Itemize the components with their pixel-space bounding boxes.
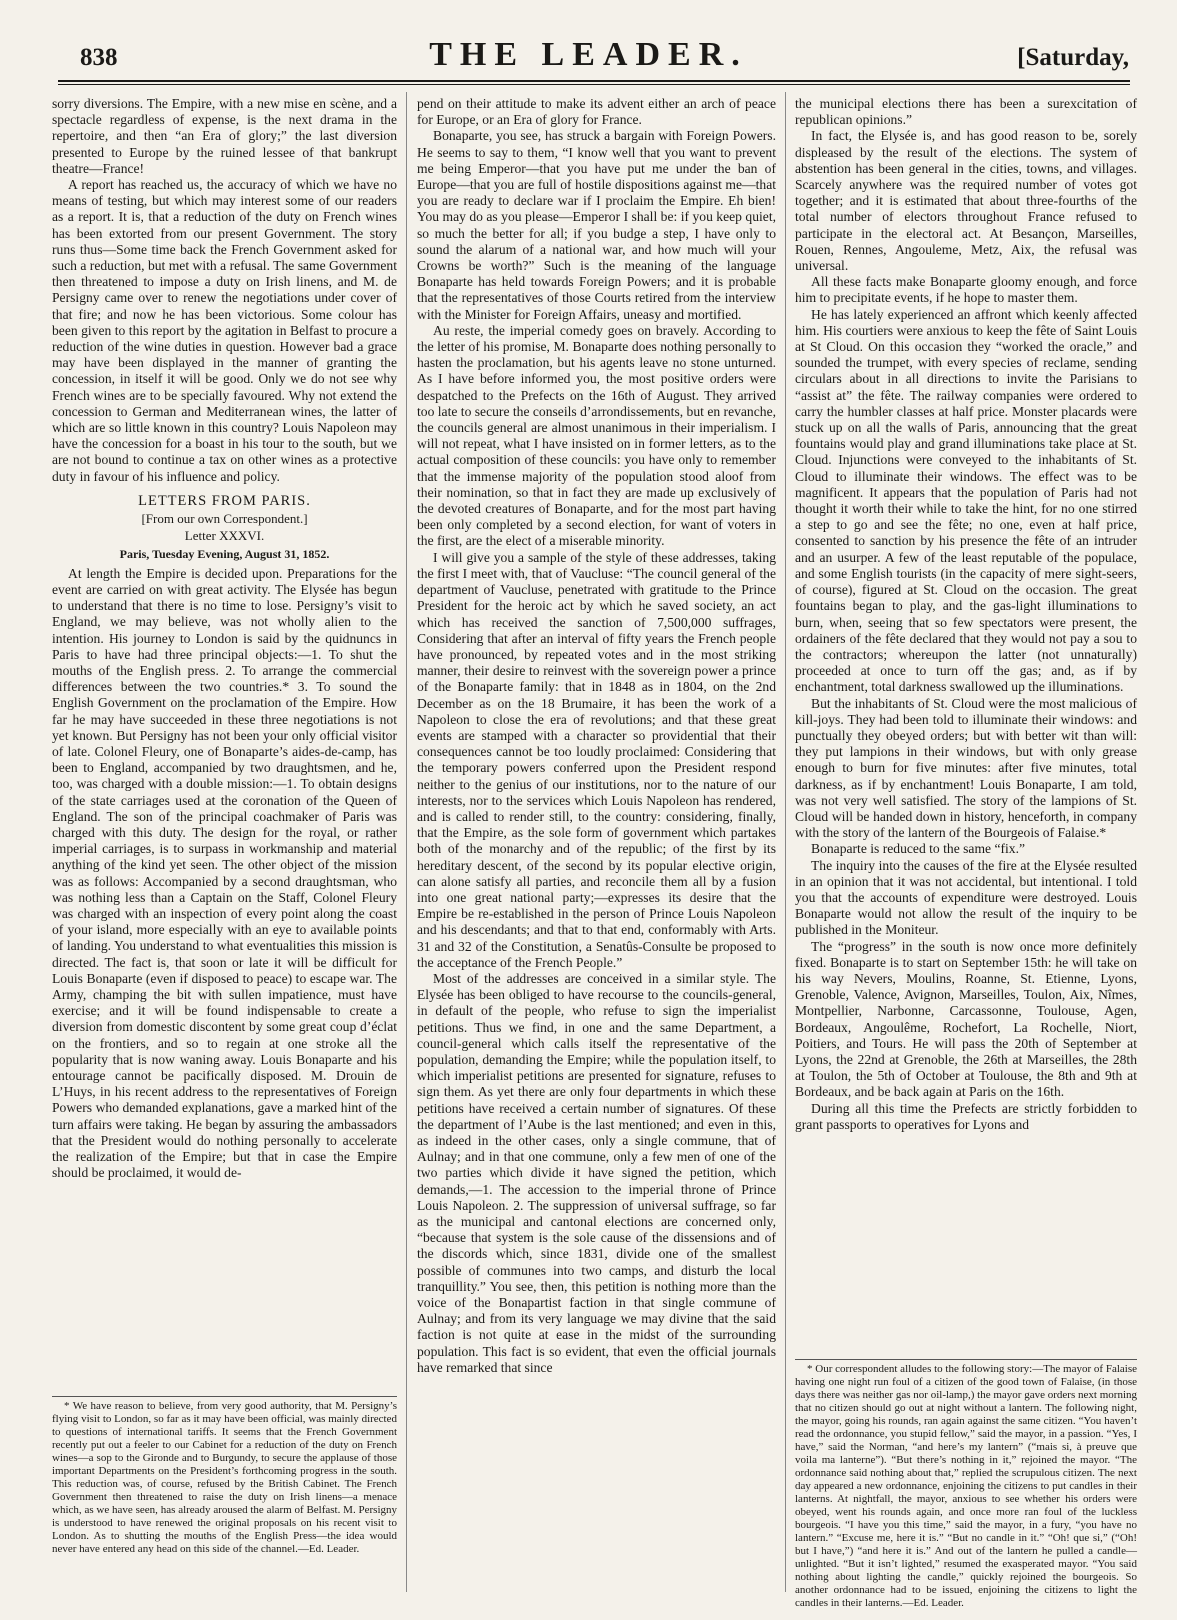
column-divider	[406, 92, 407, 1592]
paragraph: All these facts make Bonaparte gloomy enough, and force him to precipitate events, if he hope to master them.	[795, 274, 1137, 306]
paragraph: The inquiry into the causes of the fire at the Elysée resulted in an opinion that it was not accidental, but intentional. I told you that the accounts of expenditure were destroyed. Louis Bonaparte would not allow the result of the inquiry to be published in the Moniteur.	[795, 857, 1137, 938]
page-header	[0, 0, 1177, 96]
column-divider	[785, 92, 786, 1592]
footnote	[52, 1400, 397, 1556]
paragraph: I will give you a sample of the style of these addresses, taking the first I meet with, that of Vaucluse: “The council general of the department of Vaucluse, penetrated with gratitude to the Prince President for the heroic act by which he saved society, an act which has received the sanction of 7,500,000 suffrages, Considering that after an interval of fifty years the French people have pronounced, by repeated votes and in the most striking manner, their desire to reinvest with the sovereign power a prince of the Bonaparte family: that in 1848 as in 1804, on the 2nd December as on the 18 Brumaire, it has been the work of a Napoleon to close the era of revolutions; and that these great events are stamped with a character so providential that their consequences cannot be too loudly proclaimed: Considering that the temporary powers conferred upon the President respond neither to the genius of our institutions, nor to the nature of our interests, nor to the services which Louis Napoleon has rendered, and is called to render still, to the country: considering, finally, that the Empire, as the sole form of government which partakes both of the monarchy and of the republic; of the first by its hereditary descent, of the second by its popular elective origin, can alone satisfy all parties, and reconcile them all by a fusion into one great national party;—expresses its desire that the Empire be re-established in the person of Prince Louis Napoleon and his descendants; and that to that end, conformably with Arts. 31 and 32 of the Constitution, a Senatûs-Consulte be proposed to the acceptance of the French People.”	[417, 549, 776, 970]
letter-number: Letter XXXVI.	[184, 528, 265, 544]
paragraph: the municipal elections there has been a surexcitation of republican opinions.”	[795, 96, 1137, 128]
paragraph: The “progress” in the south is now once more definitely fixed. Bonaparte is to start on September 15th: he will take on his way Nevers, Moulins, Roanne, St. Etienne, Lyons, Grenoble, Valence, Avignon, Marseilles, Toulon, Aix, Nîmes, Montpellier, Narbonne, Carcassonne, Toulouse, Agen, Bordeaux, Angoulême, Rochefort, La Rochelle, Niort, Poitiers, and Tours. He will pass the 20th of September at Lyons, the 22nd at Grenoble, the 26th at Marseilles, the 28th at Toulon, the 5th of October at Toulouse, the 8th and 9th at Bordeaux, and be back again at Paris on the 16th.	[795, 938, 1137, 1100]
footnote-text: * Our correspondent alludes to the following story:—The mayor of Falaise having one night run foul of a citizen of the good town of Falaise, (in those days there was neither gas nor oil-lamp,) the mayor gave orders next morning that no citizen should go out at night without a lantern. The following night, the mayor, going his rounds, ran again against the same citizen. “You haven’t read the ordonnance, you stupid fellow,” said the mayor, in a passion. “Yes, I have,” said the Norman, “and here’s my lantern” (“mais si, à preuve que voila ma lanterne”). “But there’s nothing in it,” rejoined the mayor. “The ordonnance said nothing about that,” replied the scrupulous citizen. The next day appeared a new ordonnance, enjoining the citizens to put candles in their lanterns. At nightfall, the mayor, anxious to see whether his orders were obeyed, went his rounds again, and once more ran foul of the luckless bourgeois. “I have you this time,” said the mayor, in a fury, “you have no lantern.” “Excuse me, here it is.” “But no candle in it.” “Oh! que si,” (“Oh! but I have,”) “and here it is.” And out of the lantern he pulled a candle—unlighted. “But it isn’t lighted,” resumed the exasperated mayor. “You said nothing about lighting the candle,” quickly rejoined the bourgeois. So another ordonnance had to be issued, enjoining the citizens to light the candles in their lanterns.—Ed. Leader.	[795, 1363, 1137, 1609]
header-rule	[58, 80, 1130, 82]
paragraph: In fact, the Elysée is, and has good reason to be, sorely displeased by the result of the elections. The system of abstention has been general in the cities, towns, and villages. Scarcely anywhere was the required number of votes got together; and it is estimated that about three-fourths of the total number of electors throughout France refused to participate in the electoral act. At Besançon, Marseilles, Rouen, Rennes, Angouleme, Metz, Aix, the refusal was universal.	[795, 128, 1137, 274]
section-title: LETTERS FROM PARIS.	[138, 492, 311, 509]
paragraph: Most of the addresses are conceived in a similar style. The Elysée has been obliged to have recourse to the councils-general, in default of the people, who refuse to sign the imperialist petitions. Thus we find, in one and the same Department, a council-general which calls itself the representative of the population, demanding the Empire; while the population itself, to which imperialist petitions are presented for signature, refuses to sign them. As yet there are only four departments in which these petitions have received a certain number of signatures. Of these the department of l’Aube is the last mentioned; and even in this, as indeed in the other cases, only a single commune, that of Aulnay; and in that one commune, only a few men of one of the two parties which divide it have signed the petition, which demands,—1. The accession to the imperial throne of Prince Louis Napoleon. 2. The suppression of universal suffrage, so far as the municipal and cantonal elections are concerned only, “because that system is the sole cause of the dissensions and of the discords which, since 1831, divide one of the smallest possible of communes into two camps, and disturb the local tranquillity.” You see, then, this petition is nothing more than the voice of the Bonapartist faction in that single commune of Aulnay; and from its very language we may divine that the said faction is not quite at ease in the midst of the surrounding population. This fact is so evident, that even the official journals have remarked that since	[417, 970, 776, 1375]
paragraph: But the inhabitants of St. Cloud were the most malicious of kill-joys. They had been told to illuminate their windows: and punctually they obeyed orders; but with better wit than will: they put lampions in their windows, but with only grease enough to burn for five minutes: after five minutes, total darkness, as if by enchantment! Louis Bonaparte, I am told, was not very well satisfied. The story of the lampions of St. Cloud will be handed down in history, henceforth, in company with the story of the lantern of the Bourgeois of Falaise.*	[795, 695, 1137, 841]
footnote-text: * We have reason to believe, from very good authority, that M. Persigny’s flying visit to London, so far as it may have been official, was mainly directed to questions of international tariffs. It seems that the French Government recently put out a feeler to our Cabinet for a reduction of the duty on French wines—a sop to the Gironde and to Burgundy, to secure the applause of those important Departments on the President’s forthcoming progress in the south. This reduction was, of course, refused by the British Cabinet. The French Government then threatened to raise the duty on Irish linens—a menace which, as we have seen, has already aroused the alarm of Belfast. M. Persigny is understood to have renewed the original proposals on his recent visit to London. As to shutting the mouths of the English Press—the idea would never have entered any head on this side of the channel.—Ed. Leader.	[52, 1400, 397, 1555]
paragraph: During all this time the Prefects are strictly forbidden to grant passports to operatives for Lyons and	[795, 1100, 1137, 1132]
dateline: Paris, Tuesday Evening, August 31, 1852.	[119, 547, 330, 562]
footnote-rule	[795, 1359, 1137, 1360]
issue-day: [Saturday,	[1017, 44, 1129, 71]
footnote	[795, 1363, 1137, 1610]
paragraph: Bonaparte is reduced to the same “fix.”	[811, 841, 1026, 857]
header-rule-thin	[58, 84, 1130, 85]
column-one	[52, 96, 397, 1181]
paragraph: pend on their attitude to make its advent either an arch of peace for Europe, or an Era of glory for France.	[417, 96, 776, 128]
column-two	[417, 96, 776, 1376]
correspondent-line: [From our own Correspondent.]	[141, 511, 308, 527]
paragraph: A report has reached us, the accuracy of which we have no means of testing, but which may interest some of our readers as a report. It is, that a reduction of the duty on French wines has been extorted from our present Government. The story runs thus—Some time back the French Government asked for such a reduction, but met with a refusal. The same Government then threatened to impose a duty on Irish linens, and M. de Persigny came over to renew the negotiations under cover of that fire; and now he has been victorious. Some colour has been given to this report by the agitation in Belfast to procure a reduction of the wine duties in question. However bad a grace may have been displayed in the manner of granting the concession, in itself it will be good. Only we do not see why French wines are to be specially favoured. Why not extend the concession to German and Mediterranean wines, the latter of which are so little known in this country? Louis Napoleon may have the concession for a boast in his tour to the south, but we are not bound to continue a tax on other wines as a protective duty in favour of his influence and policy.	[52, 177, 397, 484]
masthead-title: THE LEADER.	[429, 36, 748, 73]
page-number: 838	[80, 44, 118, 71]
paragraph: Bonaparte, you see, has struck a bargain with Foreign Powers. He seems to say to them, “I know well that you want to prevent me being Emperor—that you have put me under the ban of Europe—that you are full of hostile dispositions against me—that you are ready to declare war if I proclaim the Empire. Eh bien! You may do as you please—Emperor I shall be: if you keep quiet, so much the better for all; if you budge a step, I have only to sound the alarum of a national war, and how much will your Crowns be worth?” Such is the meaning of the language Bonaparte has held towards Foreign Powers; and it is probable that the representatives of those Courts retired from the interview with the Minister for Foreign Affairs, uneasy and mortified.	[417, 128, 776, 322]
paragraph: At length the Empire is decided upon. Preparations for the event are carried on with great activity. The Elysée has begun to understand that there is no time to lose. Persigny’s visit to England, we may believe, was not wholly alien to the intention. His journey to London is said by the quidnuncs in Paris to have had three principal objects:—1. To shut the mouths of the English press. 2. To arrange the commercial differences between the two countries.* 3. To sound the English Government on the proclamation of the Empire. How far he may have succeeded in these three negotiations is not yet known. But Persigny has not been your only official visitor of late. Colonel Fleury, one of Bonaparte’s aides-de-camp, has been to England, accompanied by two draughtsmen, and he, too, was charged with a double mission:—1. To obtain designs of the state carriages used at the coronation of the Queen of England. The son of the principal coachmaker of Paris was charged with this duty. The design for the royal, or rather imperial carriages, is to surpass in workmanship and material anything of the kind yet seen. The other object of the mission was as follows: Accompanied by a second draughtsman, who was nothing less than a Captain on the Staff, Colonel Fleury was charged with an inspection of every point along the coast of your island, more especially with an eye to available points of landing. You understand to what eventualities this mission is directed. The fact is, that soon or late it will be difficult for Louis Bonaparte (even if disposed to peace) to escape war. The Army, champing the bit with sullen impatience, must have exercise; and it will be found indispensable to create a diversion from domestic discontent by some great coup d’éclat on the frontiers, and so to regain at one stroke all the popularity that is now waning away. Louis Bonaparte and his entourage cannot be pacifically disposed. M. Drouin de L’Huys, in his recent address to the representatives of Foreign Powers who demanded explanations, gave a marked hint of the turn affairs were taking. He began by assuring the ambassadors that the President would do nothing personally to accelerate the realization of the Empire; but that in case the Empire should be proclaimed, it would de-	[52, 565, 397, 1181]
paragraph: Au reste, the imperial comedy goes on bravely. According to the letter of his promise, M. Bonaparte does nothing personally to hasten the proclamation, but his agents leave no stone unturned. As I have before informed you, the most positive orders were despatched to the Prefects on the 16th of August. They arrived too late to secure the conseils d’arrondissements, but en revanche, the councils general are almost unanimous in their imperialism. I will not repeat, what I have insisted on in former letters, as to the actual composition of these councils: you have only to remember that the immense majority of the population stood aloof from their nomination, so that in fact they are made up exclusively of the devoted creatures of Bonaparte, and for the most part having been only completed by a second election, for want of voters in the first, are the elect of a miserable minority.	[417, 322, 776, 549]
paragraph: sorry diversions. The Empire, with a new mise en scène, and a spectacle regardless of expense, is the next drama in the repertoire, and then “an Era of glory;” the last diversion presented to Europe by the ruined lessee of that bankrupt theatre—France!	[52, 96, 397, 176]
footnote-rule	[52, 1396, 397, 1397]
paragraph: He has lately experienced an affront which keenly affected him. His courtiers were anxious to keep the fête of Saint Louis at St Cloud. On this occasion they “worked the oracle,” and sounded the trumpet, with every species of reclame, sending circulars about in all directions to invite the Parisians to “assist at” the fête. The railway companies were ordered to carry the humbler classes at half price. Monster placards were stuck up on all the walls of Paris, announcing that the great fountains would play and grand illuminations take place at St. Cloud. Injunctions were conveyed to the inhabitants of St. Cloud to illuminate their windows. The effect was to be magnificent. It appears that the population of Paris had not thought it worth their while to take the hint, for no one stirred a step to go and see the fête; no one, even at half price, consented to sanction by his presence the fête of an intruder and an usurper. A few of the least reputable of the populace, and some English tourists (in the capacity of mere sight-seers, of course), figured at St. Cloud on the occasion. The great fountains began to play, and the gas-light illuminations to burn, when, seeing that so few spectators were present, the ordainers of the fête declared that they would not pay a sou to the contractors; whereupon the latter (not unnaturally) proceeded at once to turn off the gas; and, as if by enchantment, total darkness swallowed up the illuminations.	[795, 306, 1137, 695]
column-three	[795, 96, 1137, 1133]
